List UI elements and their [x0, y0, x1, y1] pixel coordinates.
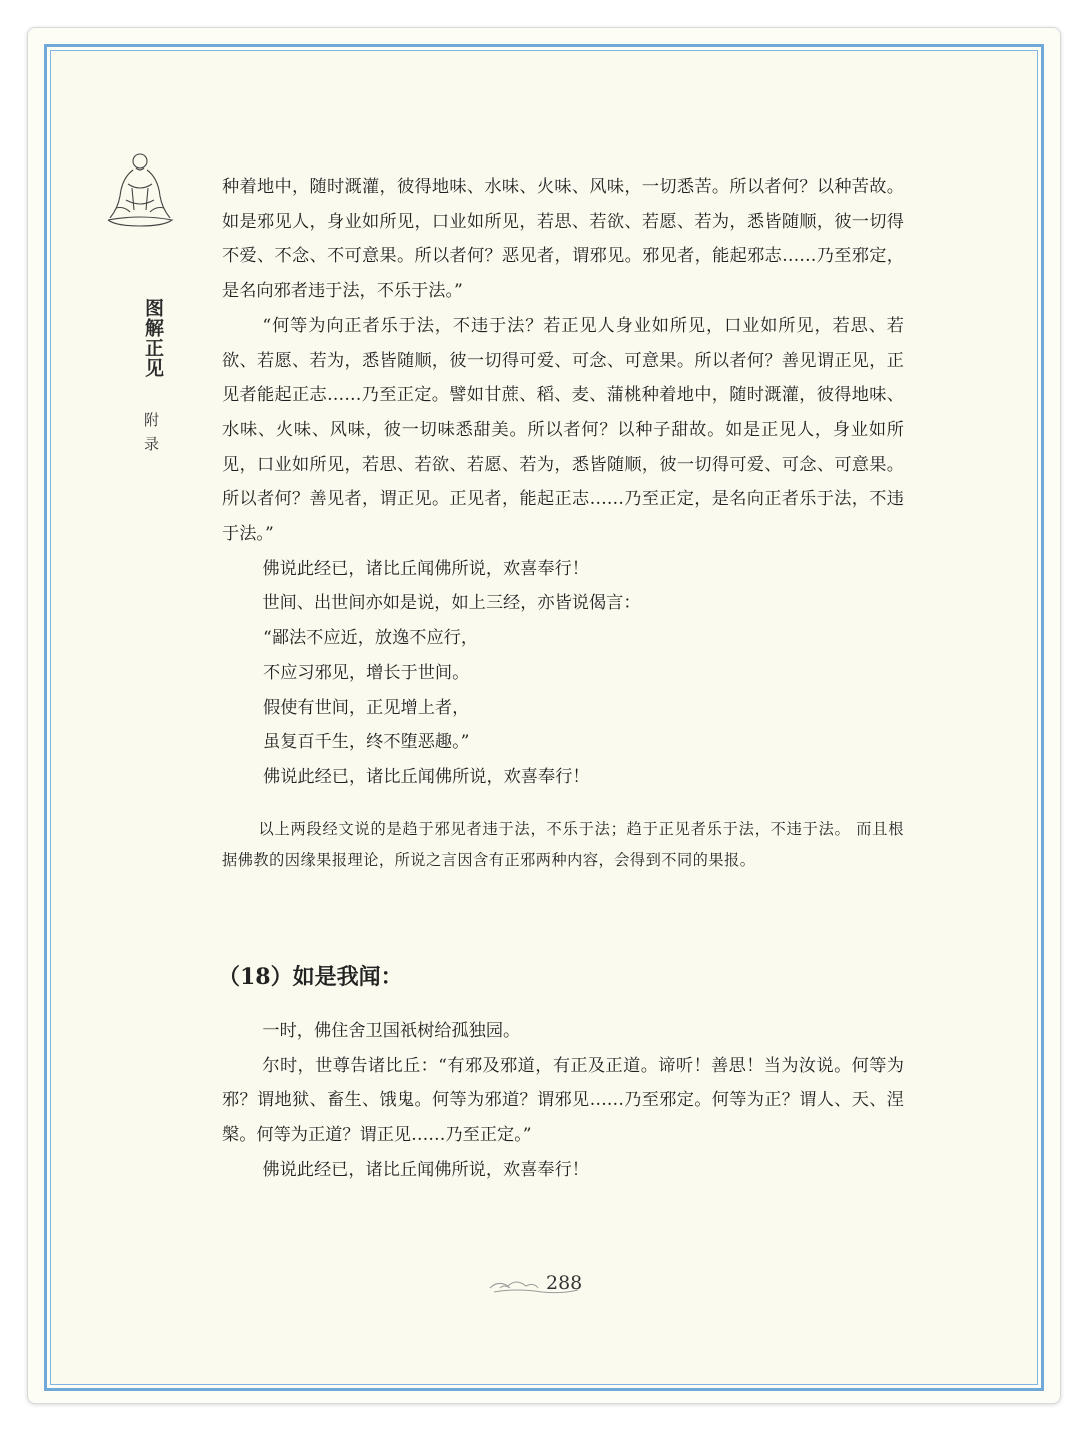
paragraph: “何等为向正者乐于法，不违于法？若正见人身业如所见，口业如所见，若思、若欲、若愿、若为，悉皆随顺，彼一切得可爱、可念、可意果。所以者何？善见谓正见，正见者能起正志……乃至正定。譬如甘蔗、稻、麦、蒲桃种着地中，随时溉灌，彼得地味、水味、火味、风味，彼一切味悉甜美。所以者何？以种子甜故。如是正见人，身业如所见，口业如所见，若思、若欲、若愿、若为，悉皆随顺，彼一切得可爱、可念、可意果。所以者何？善见者，谓正见。正见者，能起正志……乃至正定，是名向正者乐于法，不违于法。”	[222, 315, 904, 545]
paragraph: 佛说此经已，诸比丘闻佛所说，欢喜奉行！	[262, 558, 589, 579]
paragraph: 尔时，世尊告诸比丘：“有邪及邪道，有正及正道。谛听！善思！当为汝说。何等为邪？谓地狱、畜生、饿鬼。何等为邪道？谓邪见……乃至邪定。何等为正？谓人、天、涅槃。何等为正道？谓正见……乃至正定。”	[222, 1055, 904, 1146]
main-text-section18	[222, 1014, 904, 1188]
verse-line: 假使有世间，正见增上者，	[263, 697, 470, 718]
paragraph: 佛说此经已，诸比丘闻佛所说，欢喜奉行！	[262, 1159, 589, 1180]
paragraph: 种着地中，随时溉灌，彼得地味、水味、火味、风味，一切悉苦。所以者何？以种苦故。如是邪见人，身业如所见，口业如所见，若思、若欲、若愿、若为，悉皆随顺，彼一切得不爱、不念、不可意果。所以者何？恶见者，谓邪见。邪见者，能起邪志……乃至邪定，是名向邪者违于法，不乐于法。”	[222, 177, 904, 302]
buddha-figure-illustration	[104, 148, 176, 230]
closing-line: 佛说此经已，诸比丘闻佛所说，欢喜奉行！	[263, 766, 590, 787]
book-title-vertical: 图解正见	[142, 298, 164, 378]
page-number: 288	[546, 1272, 583, 1294]
section-label-vertical: 附录	[142, 412, 160, 460]
main-text-top	[222, 170, 904, 795]
verse-line: 不应习邪见，增长于世间。	[263, 662, 470, 683]
paragraph: 一时，佛住舍卫国祇树给孤独园。	[262, 1021, 521, 1041]
verse-line: 虽复百千生，终不堕恶趣。”	[263, 732, 470, 753]
section-heading: （18）如是我闻：	[218, 964, 403, 990]
paragraph: 世间、出世间亦如是说，如上三经，亦皆说偈言：	[262, 593, 641, 614]
verse-line: “鄙法不应近，放逸不应行，	[263, 628, 479, 649]
commentary-paragraph: 以上两段经文说的是趋于邪见者违于法，不乐于法；趋于正见者乐于法，不违于法。 而且根据佛教的因缘果报理论，所说之言因含有正邪两种内容，会得到不同的果报。	[222, 820, 904, 869]
